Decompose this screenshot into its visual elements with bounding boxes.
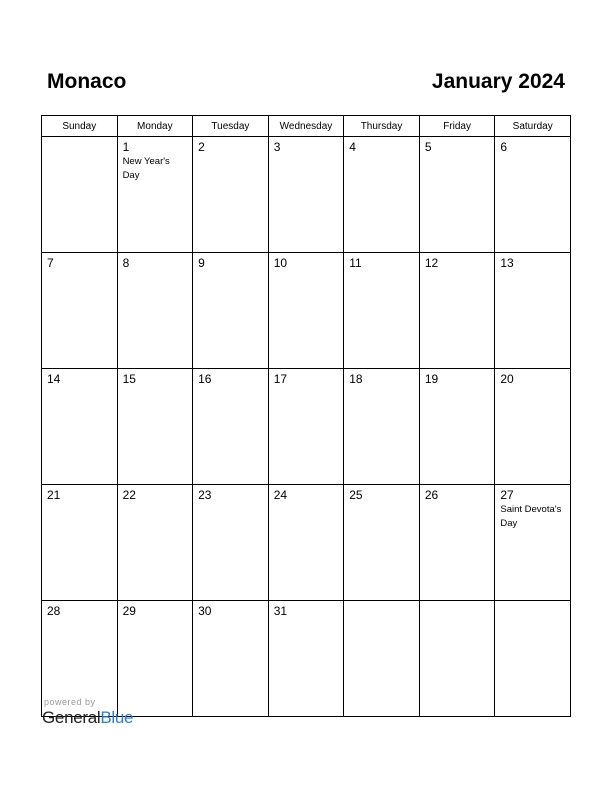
day-cell bbox=[42, 369, 118, 485]
week-row bbox=[42, 137, 571, 253]
day-number: 26 bbox=[424, 488, 439, 502]
day-cell bbox=[268, 369, 344, 485]
day-cell bbox=[117, 485, 193, 601]
day-cell bbox=[193, 137, 269, 253]
week-row bbox=[42, 369, 571, 485]
holiday-label: New Year's Day bbox=[122, 156, 170, 181]
day-number: 13 bbox=[500, 256, 514, 270]
calendar-month-title: January 2024 bbox=[431, 70, 565, 93]
day-number: 30 bbox=[198, 604, 212, 618]
day-cell bbox=[42, 137, 118, 253]
day-number: 14 bbox=[47, 372, 61, 386]
week-row bbox=[42, 601, 571, 717]
day-number: 23 bbox=[198, 488, 212, 502]
day-cell bbox=[344, 253, 420, 369]
day-cell bbox=[495, 137, 571, 253]
day-number: 4 bbox=[349, 140, 356, 154]
week-row bbox=[42, 253, 571, 369]
day-cell bbox=[42, 485, 118, 601]
day-cell bbox=[344, 137, 420, 253]
day-number: 2 bbox=[198, 140, 205, 154]
day-cell bbox=[42, 253, 118, 369]
calendar-grid bbox=[41, 115, 571, 717]
day-number: 9 bbox=[198, 256, 205, 270]
day-cell bbox=[117, 601, 193, 717]
weekday-header: Sunday bbox=[42, 116, 118, 137]
day-number: 7 bbox=[47, 256, 54, 270]
day-number: 18 bbox=[349, 372, 363, 386]
generalblue-logo bbox=[42, 708, 133, 728]
weekday-header: Wednesday bbox=[268, 116, 344, 137]
day-number: 6 bbox=[500, 140, 508, 154]
weekday-header: Monday bbox=[117, 116, 193, 137]
day-cell bbox=[495, 601, 571, 717]
brand-blue-text: Blue bbox=[100, 708, 134, 727]
day-number: 15 bbox=[122, 372, 136, 386]
day-cell bbox=[193, 369, 269, 485]
day-cell bbox=[117, 369, 193, 485]
day-cell bbox=[193, 601, 269, 717]
day-cell bbox=[495, 485, 571, 601]
day-number: 1 bbox=[122, 140, 130, 154]
day-cell bbox=[268, 601, 344, 717]
weekday-header-row bbox=[42, 116, 571, 137]
day-number: 20 bbox=[500, 372, 514, 386]
day-number: 5 bbox=[424, 140, 432, 154]
day-number: 24 bbox=[273, 488, 288, 502]
weekday-header: Thursday bbox=[344, 116, 420, 137]
day-cell bbox=[419, 137, 495, 253]
day-number: 22 bbox=[122, 488, 136, 502]
day-number: 10 bbox=[273, 256, 288, 270]
day-cell bbox=[268, 253, 344, 369]
day-number: 28 bbox=[47, 604, 61, 618]
day-cell bbox=[495, 369, 571, 485]
day-cell bbox=[419, 369, 495, 485]
day-cell bbox=[344, 369, 420, 485]
day-cell bbox=[117, 137, 193, 253]
day-cell bbox=[419, 601, 495, 717]
day-cell bbox=[117, 253, 193, 369]
calendar-country-title: Monaco bbox=[47, 70, 127, 93]
brand-general-text: General bbox=[42, 708, 101, 727]
day-number: 25 bbox=[349, 488, 363, 502]
day-number: 8 bbox=[122, 256, 130, 270]
day-cell bbox=[344, 601, 420, 717]
day-number: 12 bbox=[424, 256, 439, 270]
day-cell bbox=[268, 485, 344, 601]
day-number: 27 bbox=[500, 488, 514, 502]
day-cell bbox=[495, 253, 571, 369]
weekday-header: Saturday bbox=[495, 116, 571, 137]
weekday-header: Tuesday bbox=[193, 116, 269, 137]
week-row bbox=[42, 485, 571, 601]
day-number: 16 bbox=[198, 372, 212, 386]
day-number: 11 bbox=[349, 256, 362, 270]
day-cell bbox=[193, 485, 269, 601]
day-cell bbox=[419, 485, 495, 601]
powered-by-label: powered by bbox=[44, 697, 96, 707]
day-cell bbox=[419, 253, 495, 369]
day-cell bbox=[193, 253, 269, 369]
day-number: 31 bbox=[273, 604, 288, 618]
day-number: 29 bbox=[122, 604, 136, 618]
day-number: 17 bbox=[273, 372, 288, 386]
weekday-header: Friday bbox=[419, 116, 495, 137]
day-cell bbox=[268, 137, 344, 253]
day-cell bbox=[344, 485, 420, 601]
day-number: 3 bbox=[273, 140, 281, 154]
holiday-label: Saint Devota's Day bbox=[500, 504, 562, 529]
day-number: 19 bbox=[424, 372, 439, 386]
day-number: 21 bbox=[47, 488, 61, 502]
